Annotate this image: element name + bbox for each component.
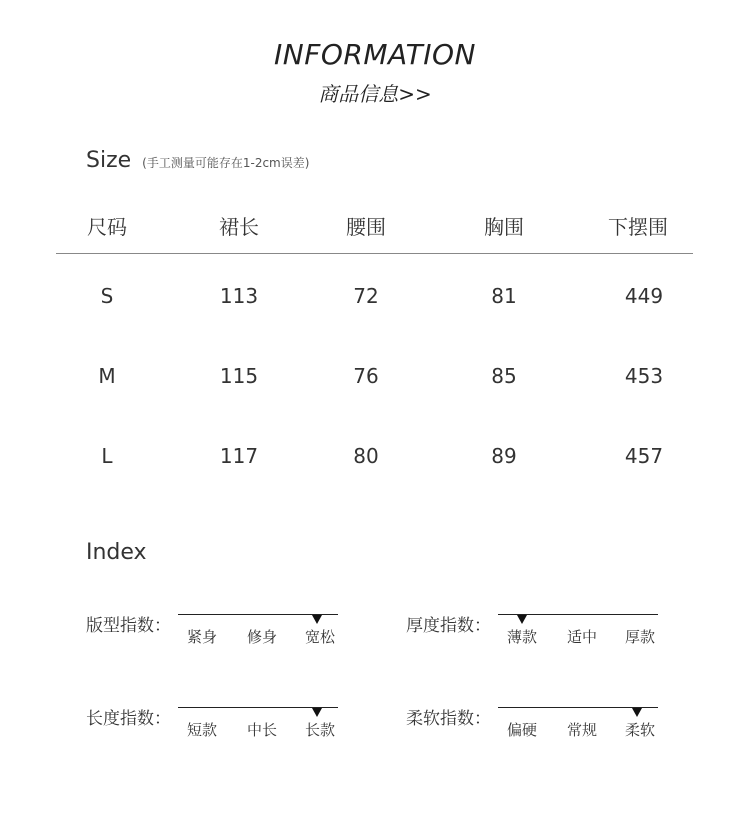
scale-option: 短款	[186, 721, 217, 739]
table-cell: 457	[624, 444, 664, 468]
table-cell: L	[101, 444, 113, 468]
table-cell: 113	[219, 284, 259, 308]
size-heading-text: Size	[86, 148, 132, 173]
table-cell: 72	[353, 284, 379, 308]
index-heading: Index	[86, 540, 147, 565]
column-header-waist: 腰围	[346, 215, 386, 239]
thickness-index-label: 厚度指数：	[406, 616, 491, 636]
scale-option: 紧身	[186, 628, 217, 646]
scale-option: 修身	[246, 628, 277, 646]
table-cell: 117	[219, 444, 259, 468]
fit-index-scale	[178, 614, 338, 654]
column-header-size: 尺码	[87, 215, 127, 239]
table-cell: 76	[353, 364, 379, 388]
table-cell: M	[98, 364, 116, 388]
length-index-label: 长度指数：	[86, 709, 171, 729]
selected-marker-icon	[632, 708, 642, 717]
page-title: INFORMATION	[274, 38, 476, 71]
scale-option: 厚款	[624, 628, 655, 646]
size-heading	[86, 148, 309, 173]
column-header-bust: 胸围	[484, 215, 524, 239]
table-cell: 453	[624, 364, 664, 388]
column-header-length: 裙长	[219, 215, 259, 239]
table-cell: 449	[624, 284, 664, 308]
page-subtitle: 商品信息>>	[318, 82, 432, 106]
fit-index-label: 版型指数：	[86, 616, 171, 636]
scale-option: 长款	[304, 721, 335, 739]
size-note: (手工测量可能存在1-2cm误差)	[142, 156, 310, 170]
table-divider	[56, 253, 693, 254]
scale-option: 柔软	[624, 721, 655, 739]
table-cell: 115	[219, 364, 259, 388]
table-cell: S	[100, 284, 114, 308]
softness-index-label: 柔软指数：	[406, 709, 491, 729]
selected-marker-icon	[312, 615, 322, 624]
length-index-scale	[178, 707, 338, 747]
table-cell: 85	[491, 364, 517, 388]
table-cell: 80	[353, 444, 379, 468]
thickness-index-scale	[498, 614, 658, 654]
scale-option: 宽松	[304, 628, 335, 646]
scale-option: 偏硬	[506, 721, 537, 739]
column-header-hem: 下摆围	[608, 215, 668, 239]
scale-option: 薄款	[506, 628, 537, 646]
scale-option: 常规	[566, 721, 597, 739]
selected-marker-icon	[517, 615, 527, 624]
table-cell: 81	[491, 284, 517, 308]
selected-marker-icon	[312, 708, 322, 717]
softness-index-scale	[498, 707, 658, 747]
table-cell: 89	[491, 444, 517, 468]
scale-option: 适中	[566, 628, 597, 646]
scale-option: 中长	[246, 721, 277, 739]
